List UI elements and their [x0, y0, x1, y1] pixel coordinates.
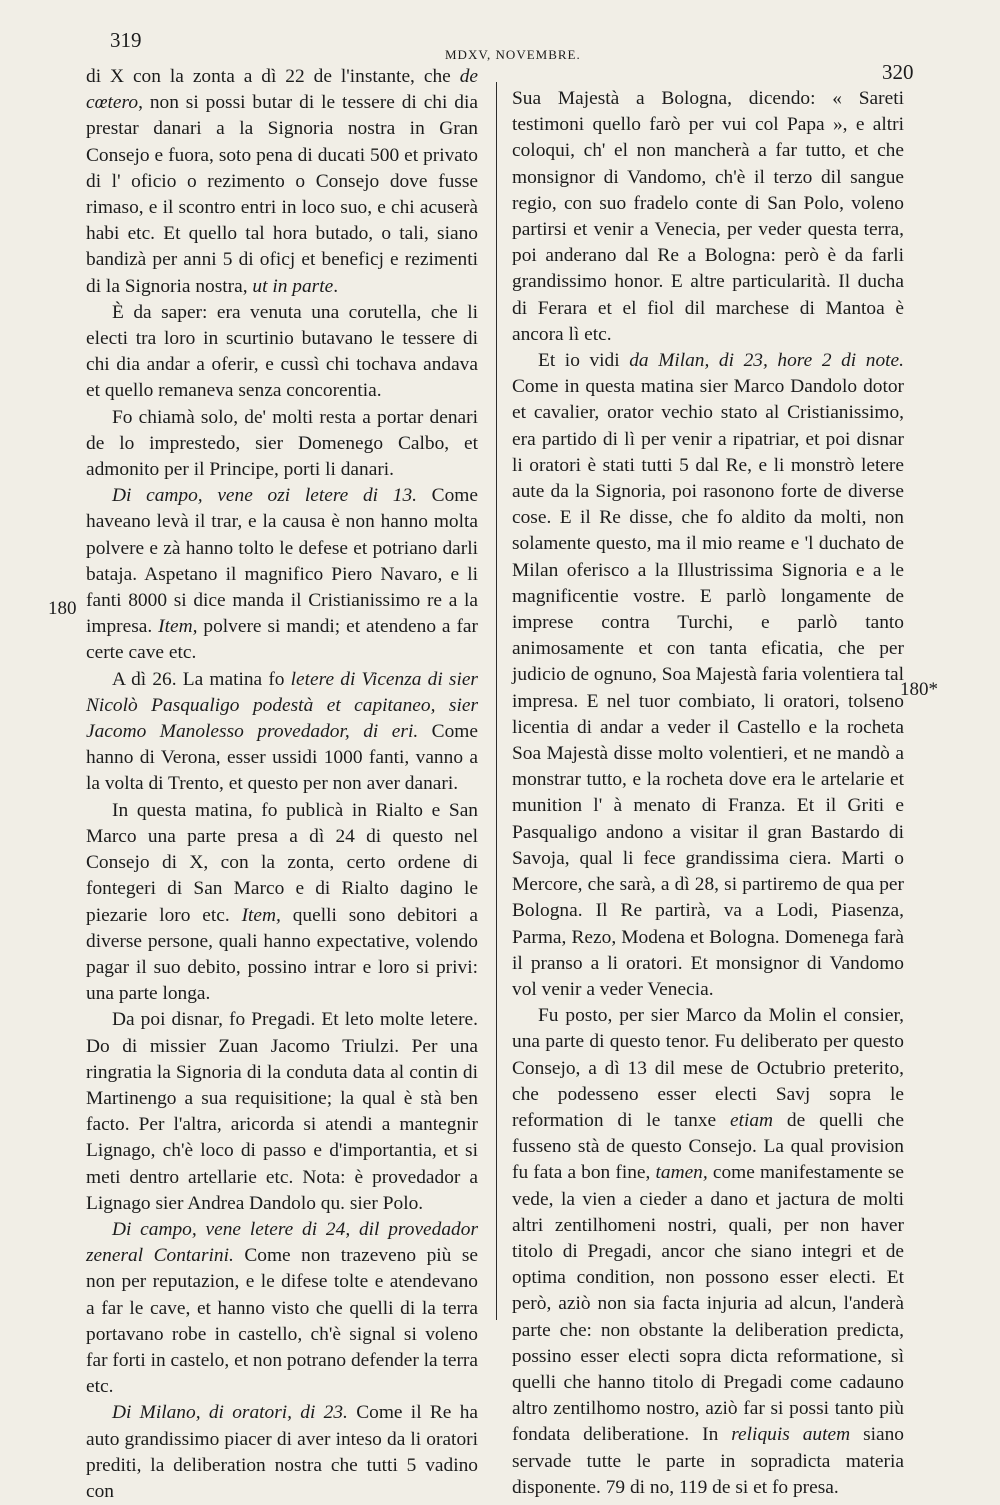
running-head: MDXV, NOVEMBRE. [445, 47, 581, 62]
paragraph: Sua Majestà a Bologna, dicendo: « Sareti testimoni quello farò per vui col Papa », e altri coloqui, ch' el non mancherà a far tutto, et che monsignor di Vandomo, ch'è il terzo dil sangue regio, con suo fradelo conte di San Polo, voleno partirsi et venir a Venecia, per veder questa terra, poi anderano dal Re a Bologna: però è da farli grandissimo honor. E altre particularità. Il ducha di Ferara et el fiol dil marchese di Mantoa è ancora lì etc. [512, 88, 904, 345]
paragraph: Di Milano, di oratori, di 23. Come il Re ha auto grandissimo piacer di aver inteso da li oratori prediti, la deliberation nostra che tutti 5 vadino con [86, 1402, 478, 1502]
page-number-right: 320 [882, 60, 914, 84]
page-number-left: 319 [110, 28, 142, 52]
paragraph: A dì 26. La matina fo letere di Vicenza di sier Nicolò Pasqualigo podestà et capitaneo, sier Jacomo Manolesso provedador, di eri. Come hanno di Verona, esser ussidi 1000 fanti, vanno a la volta di Trento, et questo per non aver danari. [86, 668, 478, 795]
paragraph: In questa matina, fo publicà in Rialto e San Marco una parte presa a dì 24 di questo nel Consejo di X, con la zonta, certo ordene di fontegeri di San Marco e di Rialto dagino le piezarie loro etc. Item, quelli sono debitori a diverse persone, quali hanno expectative, volendo pagar il suo debito, possino intrar e loro si privi: una parte longa. [86, 799, 478, 1005]
right-column [512, 86, 904, 1501]
margin-note-right: 180* [900, 679, 938, 700]
paragraph: Di campo, vene ozi letere di 13. Come haveano levà il trar, e la causa è non hanno molta polvere e zà hanno tolto le defese et potriano darli bataja. Aspetano il magnifico Piero Navaro, e li fanti 8000 si dice manda il Cristianissimo re a la impresa. Item, polvere si mandi; et atendeno a far certe cave etc. [86, 485, 478, 664]
paragraph: Fu posto, per sier Marco da Molin el consier, una parte di questo tenor. Fu deliberato per questo Consejo, a dì 13 dil mese de Octubrio preterito, che podesseno esser electi Savj sopra le reformation di le tanxe etiam de quelli che fusseno stà de questo Consejo. La qual provision fu fata a bon fine, tamen, come manifestamente se vede, la vien a cieder a dano et jactura de molti altri zentilhomeni nostri, quali, per non haver titolo di Pregadi, ancor che siano integri et de optima condition, non possono esser electi. Et però, aziò non sia facta injuria ad alcun, l'anderà parte che: non obstante la deliberation predicta, possino esser electi sopra dicta reformatione, sì quelli che hanno titolo di Pregadi come cadauno altro zentilhomo nostro, aziò far si possi tanto più fondata deliberatione. In reliquis autem siano servade tutte le parte in sopradicta materia disponente. 79 di no, 119 de si et fo presa. [512, 1005, 904, 1498]
margin-note-left: 180 [48, 598, 77, 619]
paragraph: Et io vidi da Milan, di 23, hore 2 di note. Come in questa matina sier Marco Dandolo dotor et cavalier, orator vechio stato al Cristianissimo, era partido di lì per venir a ripatriar, et poi disnar li oratori è stati tutti 5 dal Re, e li monstrò letere aute da la Signoria, poi rasonono forte de diverse cose. E il Re disse, che fo aldito da molti, non solamente questo, ma il mio reame e 'l duchato de Milan oferisco a la Illustrissima Signoria e a le magnificentie vostre. E parlò longamente de imprese contra Turchi, e parlò tanto animosamente et con tanta eficatia, che per judicio de ognuno, Soa Majestà faria volentiera tal impresa. E nel tuor combiato, li oratori, tolseno licentia di andar a veder il Castello e la rocheta Soa Majestà disse molto volentieri, et ne mandò a monstrar tutto, e la rocheta dove era le artelarie et munition l' à menato di Franza. Et il Griti e Pasqualigo andono a visitar il gran Bastardo di Savoja, qual li fece grandissima ciera. Marti o Mercore, che sarà, a dì 28, si partiremo de qua per Bologna. Il Re partirà, va a Lodi, Piasenza, Parma, Rezo, Modena et Bologna. Domenega farà il pranso a li oratori. Et monsignor di Vandomo vol venir a veder Venecia. [512, 350, 904, 1000]
paragraph: Da poi disnar, fo Pregadi. Et leto molte letere. Do di missier Zuan Jacomo Triulzi. Per una ringratia la Signoria di la conduta data al contin di Martinengo a sua requisitione; la qual è stà ben facto. Per l'altra, aricorda si atendi a mantegnir Lignago, ch'è loco di passo e d'importantia, et si meti dentro artellarie etc. Nota: è provedador a Lignago sier Andrea Dandolo qu. sier Polo. [86, 1009, 478, 1214]
paragraph: È da saper: era venuta una corutella, che li electi tra loro in scurtinio butavano le tessere di chi dia andar a oferir, e cussì chi tochava andava et quello remaneva senza concorentia. [86, 301, 478, 402]
left-column [86, 64, 478, 1505]
paragraph: Di campo, vene letere di 24, dil provedador zeneral Contarini. Come non trazeveno più se non per reputazion, e le difese tolte e atendevano a far le cave, et hanno visto che quelli di la terra portavano robe in castello, ch'è signal si voleno far forti in castelo, et non potrano defender la terra etc. [86, 1218, 479, 1398]
paragraph: di X con la zonta a dì 22 de l'instante, che de cœtero, non si possi butar di le tessere di chi dia prestar danari a la Signoria nostra in Gran Consejo e fuora, soto pena di ducati 500 et privato di l' oficio o rezimento o Consejo dove fusse rimaso, e il scontro entri in loco suo, e chi acuserà habi etc. Et quello tal hora butado, o tali, siano bandizà per anni 5 di oficj et beneficj e rezimenti di la Signoria nostra, ut in parte. [86, 66, 478, 297]
column-divider [496, 82, 497, 1320]
paragraph: Fo chiamà solo, de' molti resta a portar denari de lo imprestedo, sier Domenego Calbo, et admonito per il Principe, porti li danari. [86, 406, 478, 481]
